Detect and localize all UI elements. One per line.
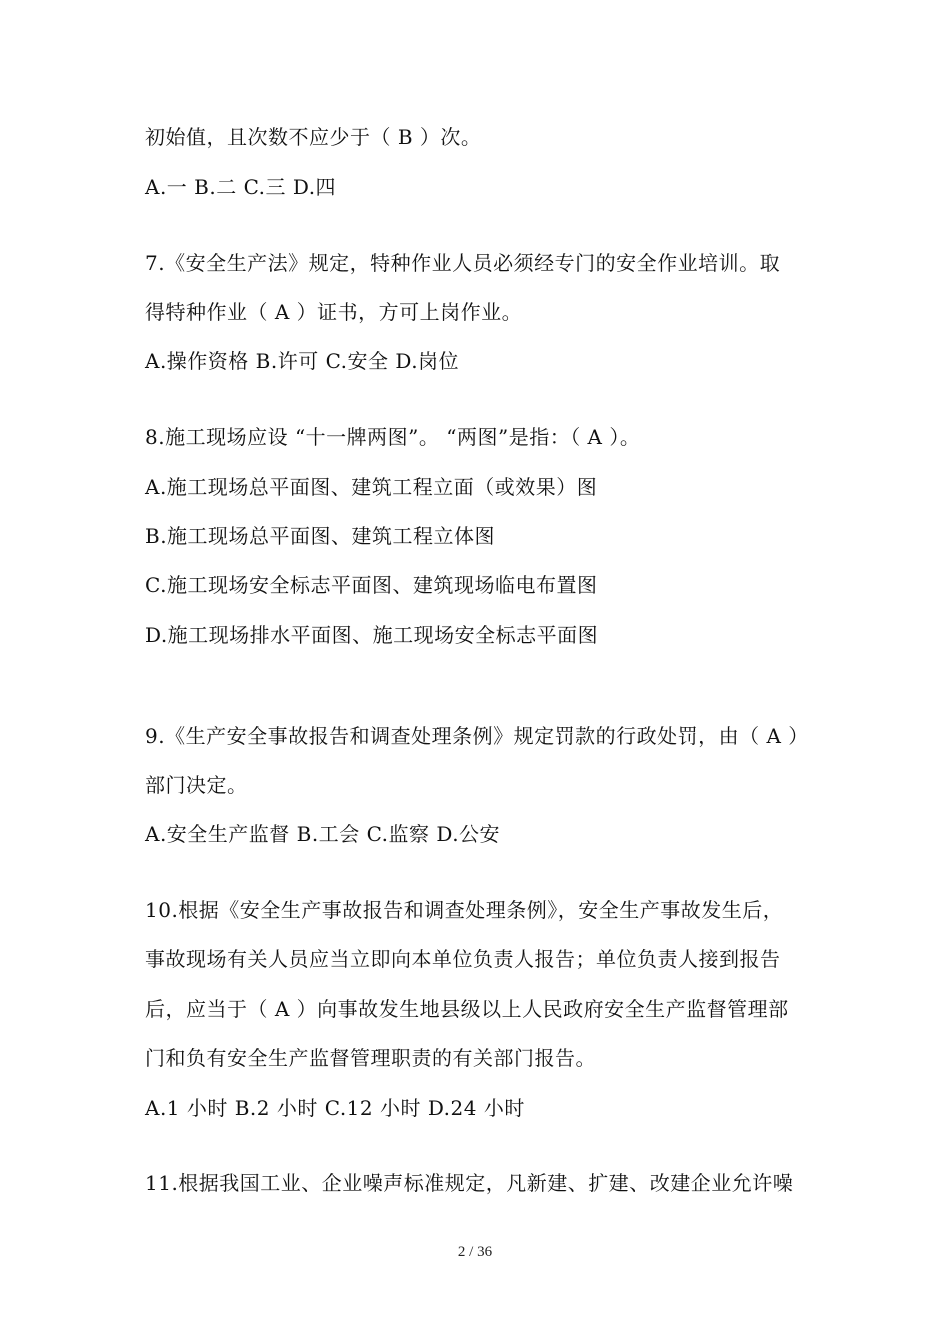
text-line-q8-option-d: D.施工现场排水平面图、施工现场安全标志平面图 <box>145 623 599 647</box>
text-line-q8: 8.施工现场应设 “十一牌两图”。 “两图”是指：（ A ）。 <box>145 425 641 449</box>
text-line-q8-option-b: B.施工现场总平面图、建筑工程立体图 <box>145 524 496 548</box>
text-line-q7: 7.《安全生产法》规定，特种作业人员必须经专门的安全作业培训。取 <box>145 251 781 275</box>
text-line-q7-options: A.操作资格 B.许可 C.安全 D.岗位 <box>145 349 460 373</box>
text-line-q7-continuation: 得特种作业（ A ）证书，方可上岗作业。 <box>145 300 523 324</box>
text-line-q6-options: A.一 B.二 C.三 D.四 <box>145 175 337 199</box>
text-line-q6-continuation: 初始值，且次数不应少于（ B ）次。 <box>145 125 482 149</box>
text-line-q11: 11.根据我国工业、企业噪声标准规定，凡新建、扩建、改建企业允许噪 <box>145 1171 794 1195</box>
text-line-q10-options: A.1 小时 B.2 小时 C.12 小时 D.24 小时 <box>145 1096 525 1120</box>
text-line-q10-continuation-3: 门和负有安全生产监督管理职责的有关部门报告。 <box>145 1046 596 1070</box>
text-line-q10-continuation-1: 事故现场有关人员应当立即向本单位负责人报告；单位负责人接到报告 <box>145 947 781 971</box>
text-line-q9-continuation: 部门决定。 <box>145 773 248 797</box>
text-line-q8-option-a: A.施工现场总平面图、建筑工程立面（或效果）图 <box>145 475 598 499</box>
text-line-q8-option-c: C.施工现场安全标志平面图、建筑现场临电布置图 <box>145 573 598 597</box>
text-line-q10-continuation-2: 后，应当于（ A ）向事故发生地县级以上人民政府安全生产监督管理部 <box>145 997 789 1021</box>
text-line-q10: 10.根据《安全生产事故报告和调查处理条例》，安全生产事故发生后， <box>145 898 784 922</box>
text-line-q9: 9.《生产安全事故报告和调查处理条例》规定罚款的行政处罚，由（ A ） <box>145 724 809 748</box>
text-line-q9-options: A.安全生产监督 B.工会 C.监察 D.公安 <box>145 822 501 846</box>
page-number: 2 / 36 <box>457 1244 493 1260</box>
